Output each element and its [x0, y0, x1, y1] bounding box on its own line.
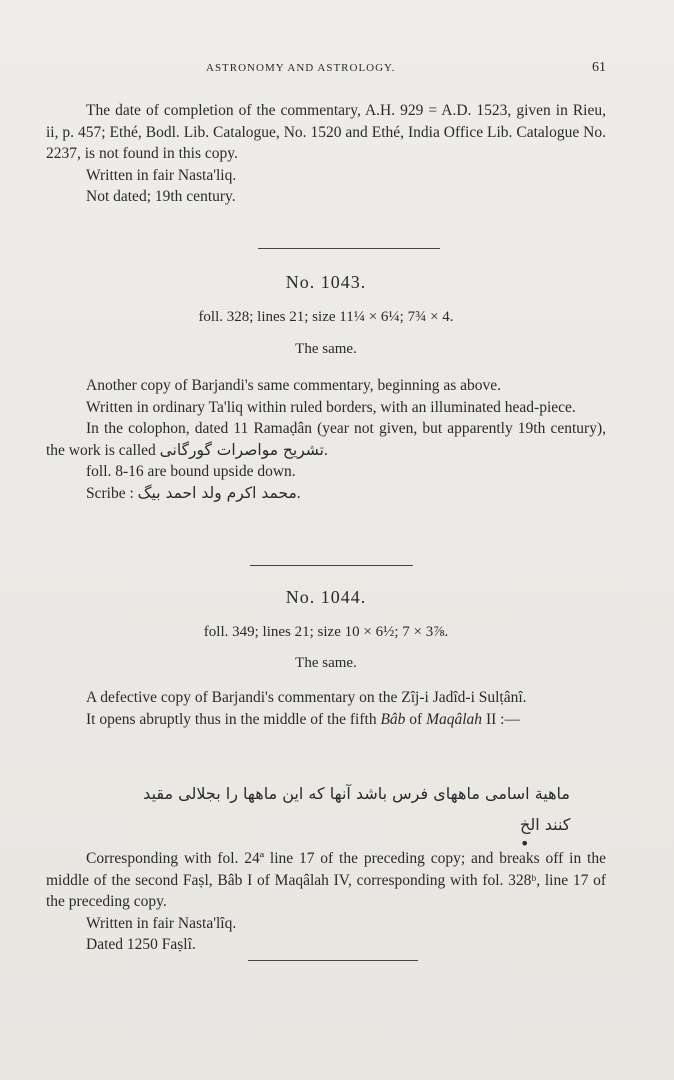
opening-text: It opens abruptly thus in the middle of the fifth	[86, 710, 377, 728]
entry-1044-subtitle: The same.	[295, 655, 357, 671]
entry-1043-colophon	[46, 418, 606, 461]
arabic-quotation-end: کنند الخ	[520, 815, 571, 834]
bab-term: Bâb	[380, 710, 406, 728]
entry-number-1044: No. 1044.	[285, 587, 367, 607]
scribe-name-arabic: محمد اکرم ولد احمد بیگ	[137, 483, 297, 502]
maqalah-number: II :—	[485, 710, 520, 728]
previous-entry-continuation	[46, 100, 606, 208]
entry-1044-script-note: Written in fair Nasta'lîq.	[86, 914, 237, 932]
date-note: Not dated; 19th century.	[86, 188, 236, 205]
entry-1043-collation: foll. 328; lines 21; size 11¼ × 6¼; 7¾ × 4.	[198, 309, 454, 325]
of-word: of	[409, 710, 423, 728]
colophon-period: .	[323, 441, 328, 459]
script-note: Written in fair Nasta'liq.	[86, 166, 237, 184]
entry-1043-subtitle: The same.	[295, 341, 357, 357]
entry-1044-collation: foll. 349; lines 21; size 10 × 6½; 7 × 3⅞.	[203, 624, 449, 640]
entry-1043-description	[46, 375, 606, 504]
colophon-text: In the colophon, dated 11 Ramaḍân (year not given, but apparently 19th century), the work is called	[46, 420, 606, 459]
entry-1044-date-note: Dated 1250 Faṣlî.	[86, 936, 196, 953]
work-title-arabic: تشریح مواصرات گورگانی	[159, 440, 324, 459]
entry-1044-correspondence: Corresponding with fol. 24ª line 17 of the preceding copy; and breaks off in the middle of the second Faṣl, Bâb I of Maqâlah IV, corresponding with fol. 328ᵇ, line 17 of the preceding copy.	[46, 850, 606, 910]
entry-1043-binding-note: foll. 8-16 are bound upside down.	[86, 463, 296, 480]
running-title: ASTRONOMY AND ASTROLOGY.	[206, 62, 396, 74]
entry-1043-para2: Written in ordinary Ta'liq within ruled borders, with an illuminated head-piece.	[86, 398, 576, 416]
section-divider-3	[248, 960, 418, 961]
arabic-quotation-line2: کنند الخ •	[520, 815, 571, 853]
entry-1044-description-bottom	[46, 848, 606, 956]
entry-1043-para1: Another copy of Barjandi's same commentary, beginning as above.	[86, 377, 502, 394]
completion-date-paragraph: The date of completion of the commentary, A.H. 929 = A.D. 1523, given in Rieu, ii, p. 457; Ethé, Bodl. Lib. Catalogue, No. 1520 and Ethé, India Office Lib. Catalogue No. 2237, is not found in this copy.	[46, 102, 606, 162]
page-number: 61	[592, 60, 606, 75]
entry-1043-scribe: Scribe : محمد اکرم ولد احمد بیگ.	[86, 483, 301, 502]
section-divider-2	[250, 565, 413, 566]
arabic-quotation-line1: ماهیة اسامی ماههای فرس باشد آنها که این ماهها را بجلالی مقید	[143, 784, 570, 803]
entry-1044-description-top	[46, 687, 606, 730]
scribe-label: Scribe :	[86, 484, 134, 502]
maqalah-term: Maqâlah	[426, 710, 483, 728]
entry-1044-opening-note	[46, 709, 606, 731]
entry-1044-para1: A defective copy of Barjandi's commentary on the Zîj-i Jadîd-i Sulṭânî.	[86, 689, 527, 706]
section-divider	[258, 248, 440, 249]
entry-number-1043: No. 1043.	[285, 272, 367, 292]
